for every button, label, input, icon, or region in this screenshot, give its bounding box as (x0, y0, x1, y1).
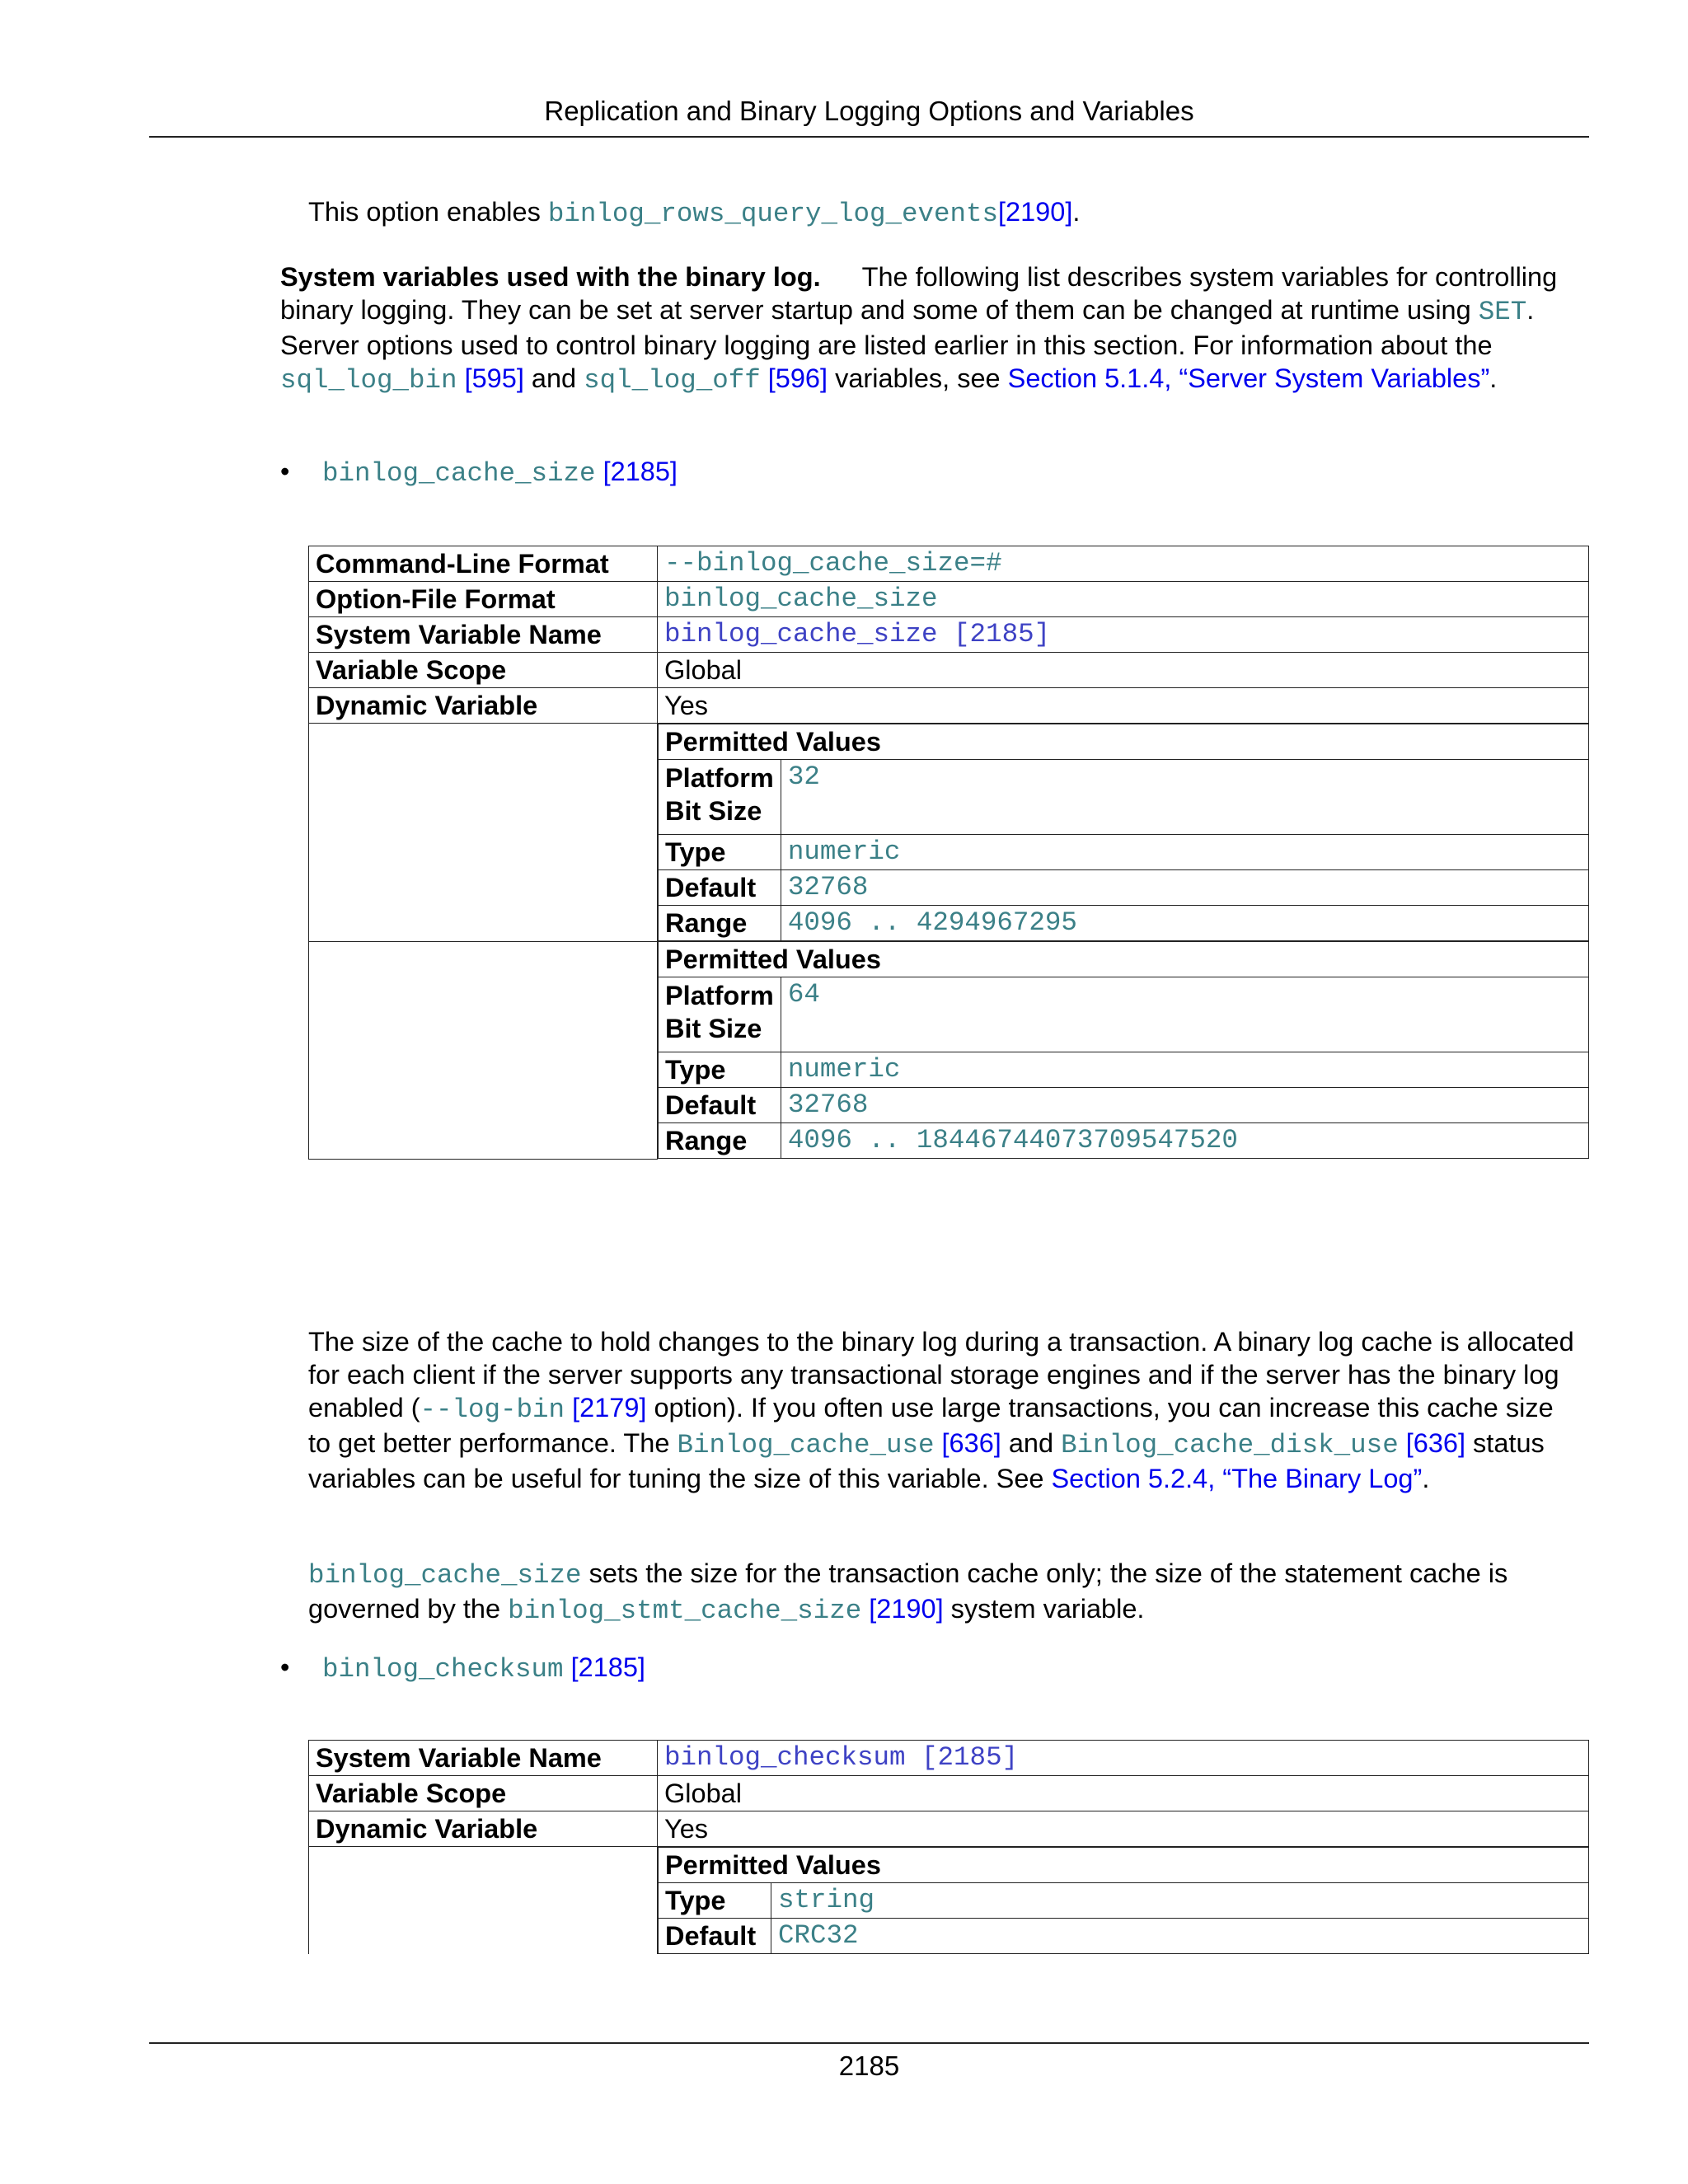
dynamic-value: Yes (658, 1811, 1589, 1847)
table-row (309, 1776, 1589, 1811)
platform-bit-size-label: Platform Bit Size (659, 760, 781, 835)
table-row (309, 1811, 1589, 1847)
log-bin-ref[interactable]: [2179] (572, 1393, 647, 1422)
intro-paragraph: This option enables binlog_rows_query_log_events[2190]. (308, 197, 1081, 229)
sql-log-bin-ref[interactable]: [595] (464, 363, 524, 393)
sysvar-name-value[interactable]: binlog_checksum [2185] (658, 1741, 1589, 1776)
table-row (309, 688, 1589, 724)
type-value: numeric (781, 1052, 1588, 1088)
cmd-format-value: --binlog_cache_size=# (658, 546, 1589, 582)
cache-size-note: binlog_cache_size sets the size for the transaction cache only; the size of the statement cache is governed by the binlog_stmt_cache_size [2190] system variable. (308, 1558, 1508, 1626)
binlog-cache-use-link[interactable]: Binlog_cache_use (677, 1430, 935, 1460)
permitted-values-block (309, 1847, 1589, 1955)
bullet-icon: • (280, 457, 290, 486)
server-system-variables-link[interactable]: Section 5.1.4, “Server System Variables” (1007, 363, 1490, 393)
default-label: Default (659, 870, 781, 906)
sysvars-heading: System variables used with the binary log. (280, 262, 821, 292)
permitted-values-block (309, 724, 1589, 942)
binlog-checksum-ref[interactable]: [2185] (570, 1652, 645, 1682)
cmd-format-label: Command-Line Format (309, 546, 658, 582)
intro-ref[interactable]: [2190] (997, 197, 1073, 227)
footer-rule (149, 2042, 1589, 2044)
header-rule (149, 136, 1589, 138)
table-row (309, 1741, 1589, 1776)
permitted-values-title: Permitted Values (659, 1848, 1589, 1883)
scope-label: Variable Scope (309, 1776, 658, 1811)
type-label: Type (659, 1052, 781, 1088)
platform-bit-size-value: 32 (781, 760, 1588, 835)
cache-size-description: The size of the cache to hold changes to the binary log during a transaction. A binary log cache is allocated for each client if the server supports any transactional storage engines and if the server has the binary log enabled (--log-bin [2179] option). If you often use large transactions, you can increase this cache size to get better performance. The Binlog_cache_use [636] and Binlog_cache_disk_use [636] status variables can be useful for tuning the size of this variable. See Section 5.2.4, “The Binary Log”. (308, 1327, 1574, 1493)
binlog-stmt-cache-size-ref[interactable]: [2190] (869, 1594, 944, 1624)
sql-log-off-link[interactable]: sql_log_off (584, 365, 761, 396)
binlog-cache-size-link[interactable]: binlog_cache_size (322, 458, 596, 489)
type-value: numeric (781, 835, 1588, 870)
table-row (309, 653, 1589, 688)
range-label: Range (659, 1123, 781, 1159)
option-file-value: binlog_cache_size (658, 582, 1589, 617)
binlog-stmt-cache-size-link[interactable]: binlog_stmt_cache_size (508, 1596, 862, 1626)
binlog-checksum-link[interactable]: binlog_checksum (322, 1654, 564, 1685)
default-value: CRC32 (771, 1919, 1589, 1954)
set-statement-link[interactable]: SET (1478, 297, 1527, 327)
binlog-cache-use-ref[interactable]: [636] (941, 1428, 1001, 1458)
default-label: Default (659, 1088, 781, 1123)
running-header: Replication and Binary Logging Options and Variables (544, 96, 1194, 126)
sql-log-bin-link[interactable]: sql_log_bin (280, 365, 457, 396)
default-value: 32768 (781, 870, 1588, 906)
permitted-values-block (309, 941, 1589, 1159)
log-bin-link[interactable]: --log-bin (420, 1394, 565, 1425)
table-row (309, 582, 1589, 617)
bullet-icon: • (280, 1652, 290, 1682)
scope-value: Global (658, 653, 1589, 688)
type-value: string (771, 1883, 1589, 1919)
dynamic-label: Dynamic Variable (309, 1811, 658, 1847)
table-row (309, 617, 1589, 653)
default-label: Default (659, 1919, 771, 1954)
permitted-values-title: Permitted Values (659, 724, 1589, 760)
page-number: 2185 (838, 2050, 900, 2081)
type-label: Type (659, 1883, 771, 1919)
binlog-rows-query-log-events-link[interactable]: binlog_rows_query_log_events (547, 199, 998, 229)
binlog-cache-size-inline[interactable]: binlog_cache_size (308, 1560, 582, 1591)
scope-label: Variable Scope (309, 653, 658, 688)
table-row (309, 546, 1589, 582)
default-value: 32768 (781, 1088, 1588, 1123)
platform-bit-size-value: 64 (781, 977, 1588, 1052)
binlog-cache-disk-use-ref[interactable]: [636] (1405, 1428, 1466, 1458)
type-label: Type (659, 835, 781, 870)
binlog-cache-size-ref[interactable]: [2185] (603, 457, 678, 486)
dynamic-label: Dynamic Variable (309, 688, 658, 724)
binlog-checksum-table (308, 1740, 1589, 1954)
sysvar-name-label: System Variable Name (309, 617, 658, 653)
platform-bit-size-label: Platform Bit Size (659, 977, 781, 1052)
sysvars-paragraph: System variables used with the binary log. The following list describes system variables for controlling binary logging. They can be set at server startup and some of them can be changed at runtime using SET. Server options used to control binary logging are listed earlier in this section. For information about the sql_log_bin [595] and sql_log_off [596] variables, see Section 5.1.4, “Server System Variables”. (280, 262, 1558, 396)
sysvar-name-value[interactable]: binlog_cache_size [2185] (658, 617, 1589, 653)
binlog-cache-size-table (308, 546, 1589, 1160)
range-value: 4096 .. 18446744073709547520 (781, 1123, 1588, 1159)
scope-value: Global (658, 1776, 1589, 1811)
sysvar-name-label: System Variable Name (309, 1741, 658, 1776)
range-value: 4096 .. 4294967295 (781, 906, 1588, 941)
sql-log-off-ref[interactable]: [596] (767, 363, 828, 393)
range-label: Range (659, 906, 781, 941)
permitted-values-title: Permitted Values (659, 942, 1589, 977)
binary-log-section-link[interactable]: Section 5.2.4, “The Binary Log” (1051, 1464, 1423, 1493)
option-file-label: Option-File Format (309, 582, 658, 617)
dynamic-value: Yes (658, 688, 1589, 724)
binlog-cache-disk-use-link[interactable]: Binlog_cache_disk_use (1061, 1430, 1399, 1460)
